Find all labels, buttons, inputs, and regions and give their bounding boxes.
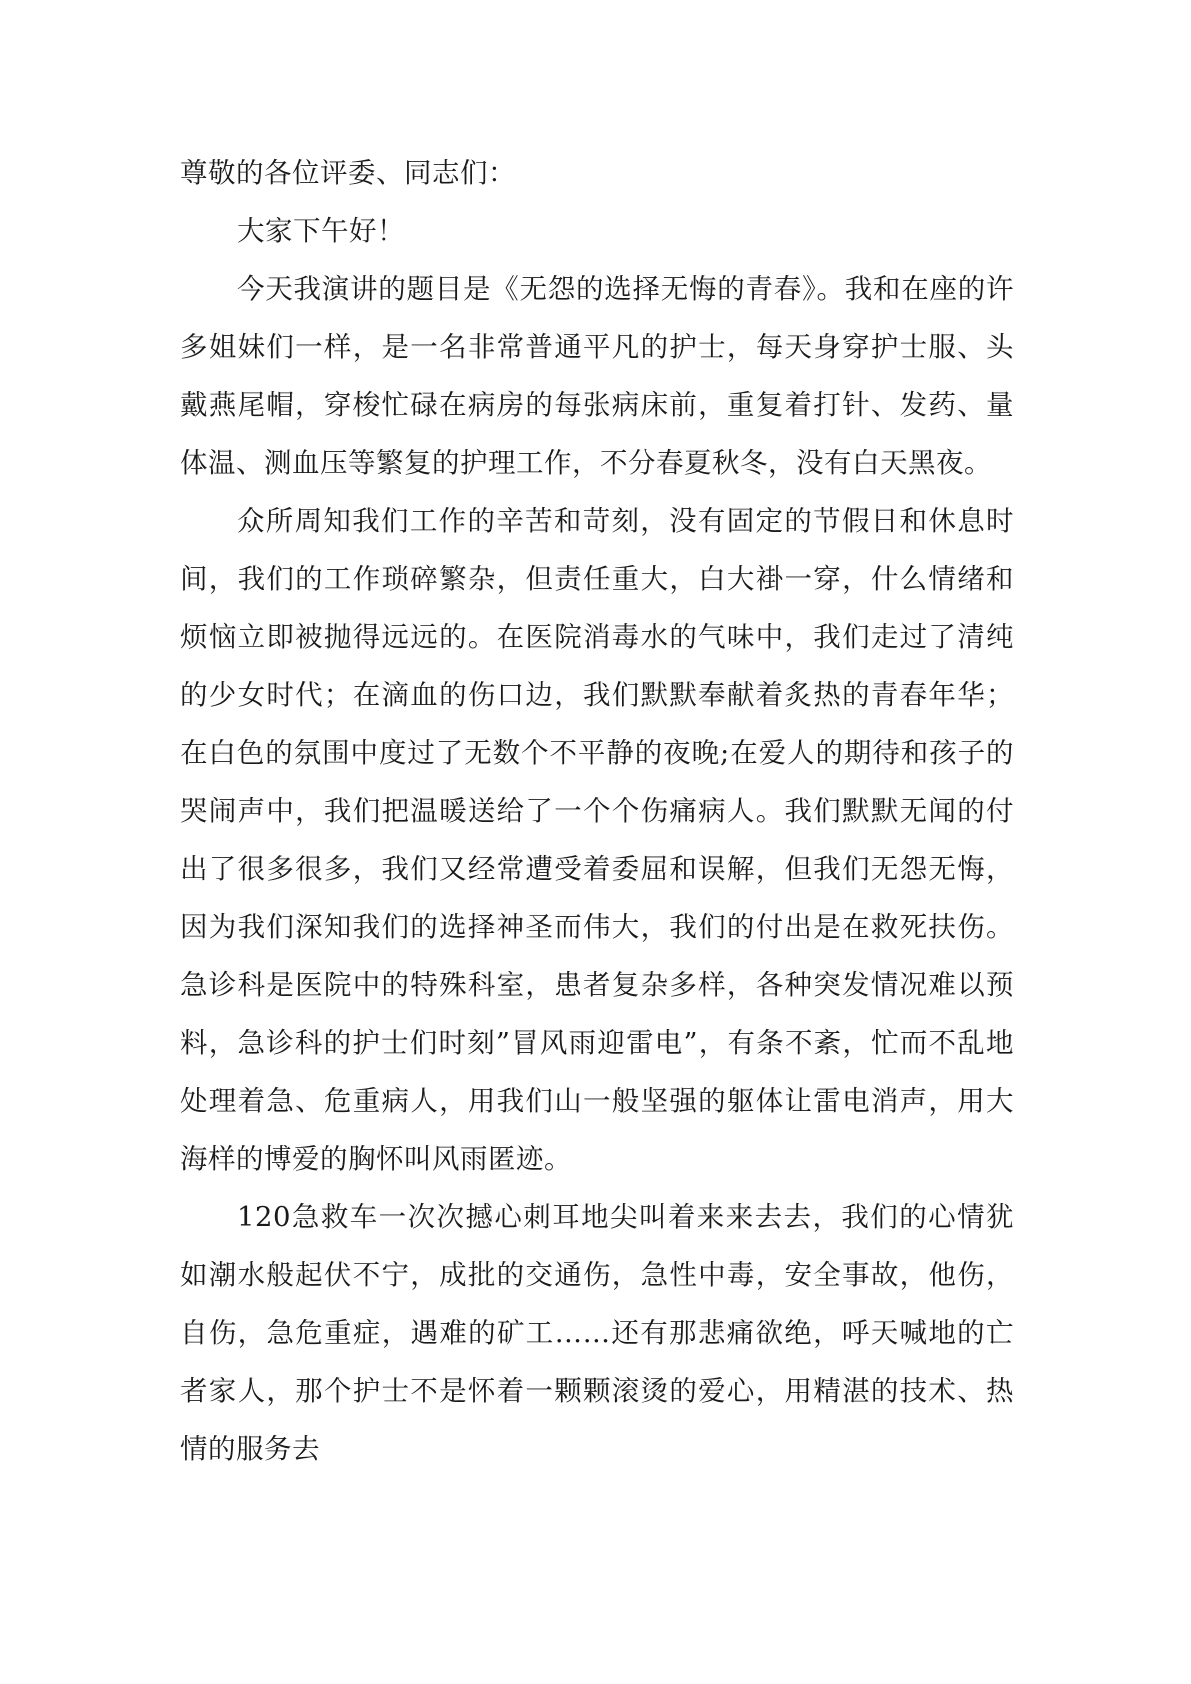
greeting: 大家下午好！ xyxy=(237,215,405,247)
document-body xyxy=(180,144,1014,1478)
paragraph-hardship: 众所周知我们工作的辛苦和苛刻，没有固定的节假日和休息时间，我们的工作琐碎繁杂，但责任重大，白大褂一穿，什么情绪和烦恼立即被抛得远远的。在医院消毒水的气味中，我们走过了清纯的少女时代；在滴血的伤口边，我们默默奉献着炙热的青春年华；在白色的氛围中度过了无数个不平静的夜晚;在爱人的期待和孩子的哭闹声中，我们把温暖送给了一个个伤痛病人。我们默默无闻的付出了很多很多，我们又经常遭受着委屈和误解，但我们无怨无悔，因为我们深知我们的选择神圣而伟大，我们的付出是在救死扶伤。急诊科是医院中的特殊科室，患者复杂多样，各种突发情况难以预料，急诊科的护士们时刻”冒风雨迎雷电”，有条不紊，忙而不乱地处理着急、危重病人，用我们山一般坚强的躯体让雷电消声，用大海样的博爱的胸怀叫风雨匿迹。 xyxy=(180,505,1014,1175)
paragraph-topic: 今天我演讲的题目是《无怨的选择无悔的青春》。我和在座的许多姐妹们一样，是一名非常普通平凡的护士，每天身穿护士服、头戴燕尾帽，穿梭忙碌在病房的每张病床前，重复着打针、发药、量体温、测血压等繁复的护理工作，不分春夏秋冬，没有白天黑夜。 xyxy=(180,273,1014,479)
salutation: 尊敬的各位评委、同志们： xyxy=(180,157,516,189)
paragraph-ambulance: 120急救车一次次撼心刺耳地尖叫着来来去去，我们的心情犹如潮水般起伏不宁，成批的交通伤，急性中毒，安全事故，他伤，自伤，急危重症，遇难的矿工……还有那悲痛欲绝，呼天喊地的亡者家人，那个护士不是怀着一颗颗滚烫的爱心，用精湛的技术、热情的服务去 xyxy=(180,1201,1014,1465)
